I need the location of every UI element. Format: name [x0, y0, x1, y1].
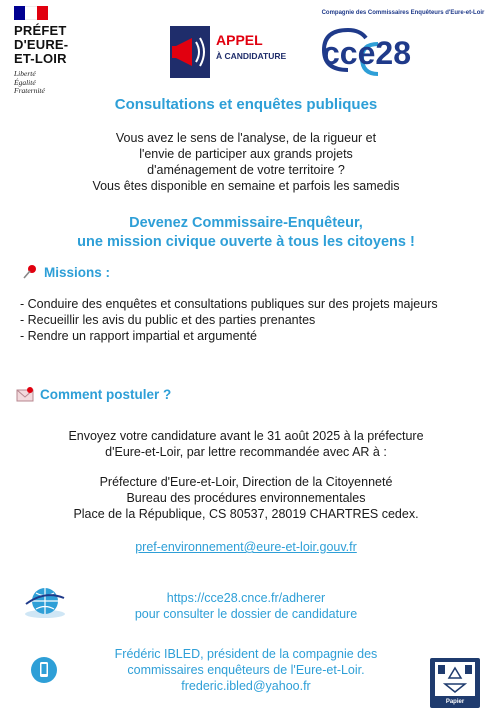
cta-line: une mission civique ouverte à tous les citoyens ! [77, 234, 415, 250]
address-line: Place de la République, CS 80537, 28019 CHARTRES cedex. [73, 507, 419, 521]
postal-address [0, 474, 492, 522]
envelope-icon [16, 386, 34, 402]
intro-line: Vous êtes disponible en semaine et parfois les samedis [92, 179, 400, 193]
prefecture-title: PRÉFET D'EURE- ET-LOIR [14, 23, 69, 66]
recycle-icon [435, 662, 475, 696]
contact-line: commissaires enquêteurs de l'Eure-et-Loir. [127, 663, 365, 677]
recycling-badge [430, 658, 480, 708]
email-container [0, 538, 492, 556]
page-title: Consultations et enquêtes publiques [114, 96, 378, 113]
apply-heading [16, 386, 171, 402]
french-flag-icon [14, 6, 48, 20]
cce28-logo [318, 10, 488, 80]
intro-line: Vous avez le sens de l'analyse, de la rigueur et [115, 131, 377, 145]
missions-list [20, 296, 480, 344]
contact-email-link[interactable]: pref-environnement@eure-et-loir.gouv.fr [135, 540, 357, 554]
call-to-action [0, 214, 492, 252]
appel-candidature-logo [170, 24, 290, 80]
cce28-logo-text: cce28 [322, 35, 411, 71]
address-line: Préfecture d'Eure-et-Loir, Direction de la Citoyenneté [99, 475, 393, 489]
website-block [0, 590, 492, 622]
contact-line: Frédéric IBLED, président de la compagnie des [114, 647, 378, 661]
republic-motto: Liberté Égalité Fraternité [14, 69, 45, 95]
instruction-line: d'Eure-et-Loir, par lettre recommandée avec AR à : [105, 445, 387, 459]
cce-caption: Compagnie des Commissaires Enquêteurs d'Eure-et-Loir [321, 10, 485, 16]
intro-line: l'envie de participer aux grands projets [139, 147, 353, 161]
website-url[interactable]: https://cce28.cnce.fr/adherer [166, 591, 326, 605]
cta-line: Devenez Commissaire-Enquêteur, [129, 215, 363, 231]
appel-text: APPEL [216, 32, 263, 48]
list-item: - Conduire des enquêtes et consultations publiques sur des projets majeurs [20, 297, 438, 311]
apply-heading-label: Comment postuler ? [40, 386, 172, 402]
missions-heading-label: Missions : [44, 264, 111, 280]
badge-label: Papier [445, 699, 465, 705]
instruction-line: Envoyez votre candidature avant le 31 août 2025 à la préfecture [68, 429, 424, 443]
pushpin-icon [22, 264, 38, 280]
candidature-text: À CANDIDATURE [216, 51, 287, 61]
address-line: Bureau des procédures environnementales [126, 491, 366, 505]
list-item: - Rendre un rapport impartial et argumenté [20, 329, 257, 343]
apply-instructions [0, 428, 492, 460]
contact-block [0, 646, 492, 694]
missions-heading [22, 264, 110, 280]
intro-paragraph [0, 130, 492, 194]
intro-line: d'aménagement de votre territoire ? [147, 163, 345, 177]
website-caption: pour consulter le dossier de candidature [134, 607, 358, 621]
contact-email[interactable]: frederic.ibled@yahoo.fr [181, 679, 311, 693]
list-item: - Recueillir les avis du public et des parties prenantes [20, 313, 316, 327]
